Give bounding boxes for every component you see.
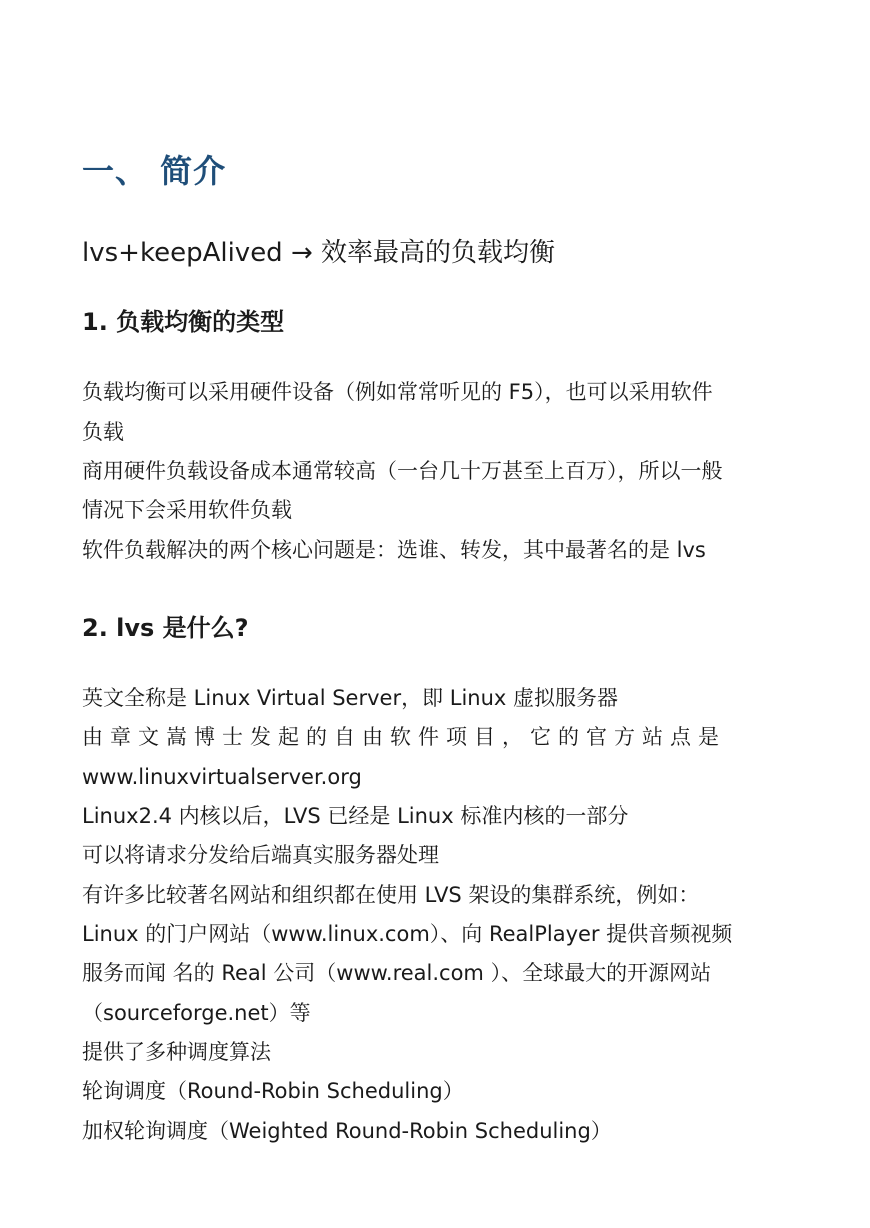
paragraph-line: 英文全称是 Linux Virtual Server，即 Linux 虚拟服务器 xyxy=(82,686,619,710)
section-heading: 一、 简介 xyxy=(82,152,227,190)
paragraph-line: 服务而闻 名的 Real 公司（www.real.com ）、全球最大的开源网站 xyxy=(82,961,712,985)
paragraph-line: 商用硬件负载设备成本通常较高（一台几十万甚至上百万），所以一般 xyxy=(82,459,723,483)
paragraph-line: （sourceforge.net）等 xyxy=(82,1001,311,1025)
paragraph-line: 加权轮询调度（Weighted Round-Robin Scheduling） xyxy=(82,1119,612,1143)
paragraph-line: 负载 xyxy=(82,420,124,444)
paragraph-line: Linux 的门户网站（www.linux.com）、向 RealPlayer 提供音频视频 xyxy=(82,922,733,946)
paragraph-line: www.linuxvirtualserver.org xyxy=(82,765,362,789)
paragraph-line: Linux2.4 内核以后，LVS 已经是 Linux 标准内核的一部分 xyxy=(82,804,629,828)
paragraph-line: 可以将请求分发给后端真实服务器处理 xyxy=(82,843,439,867)
subsection-title-1: 1. 负载均衡的类型 xyxy=(82,308,285,336)
paragraph-line: 情况下会采用软件负载 xyxy=(82,498,292,522)
paragraph-line: 负载均衡可以采用硬件设备（例如常常听见的 F5），也可以采用软件 xyxy=(82,380,713,404)
paragraph-line: 轮询调度（Round-Robin Scheduling） xyxy=(82,1079,464,1103)
paragraph-line: 由章文嵩博士发起的自由软件项目，它的官方站点是 xyxy=(82,725,726,749)
paragraph-line: 提供了多种调度算法 xyxy=(82,1040,271,1064)
paragraph-line: 有许多比较著名网站和组织都在使用 LVS 架设的集群系统，例如： xyxy=(82,883,700,907)
subsection-title-2: 2. lvs 是什么? xyxy=(82,614,249,642)
paragraph-line: 软件负载解决的两个核心问题是：选谁、转发，其中最著名的是 lvs xyxy=(82,538,706,562)
lead-line: lvs+keepAlived → 效率最高的负载均衡 xyxy=(82,238,556,268)
